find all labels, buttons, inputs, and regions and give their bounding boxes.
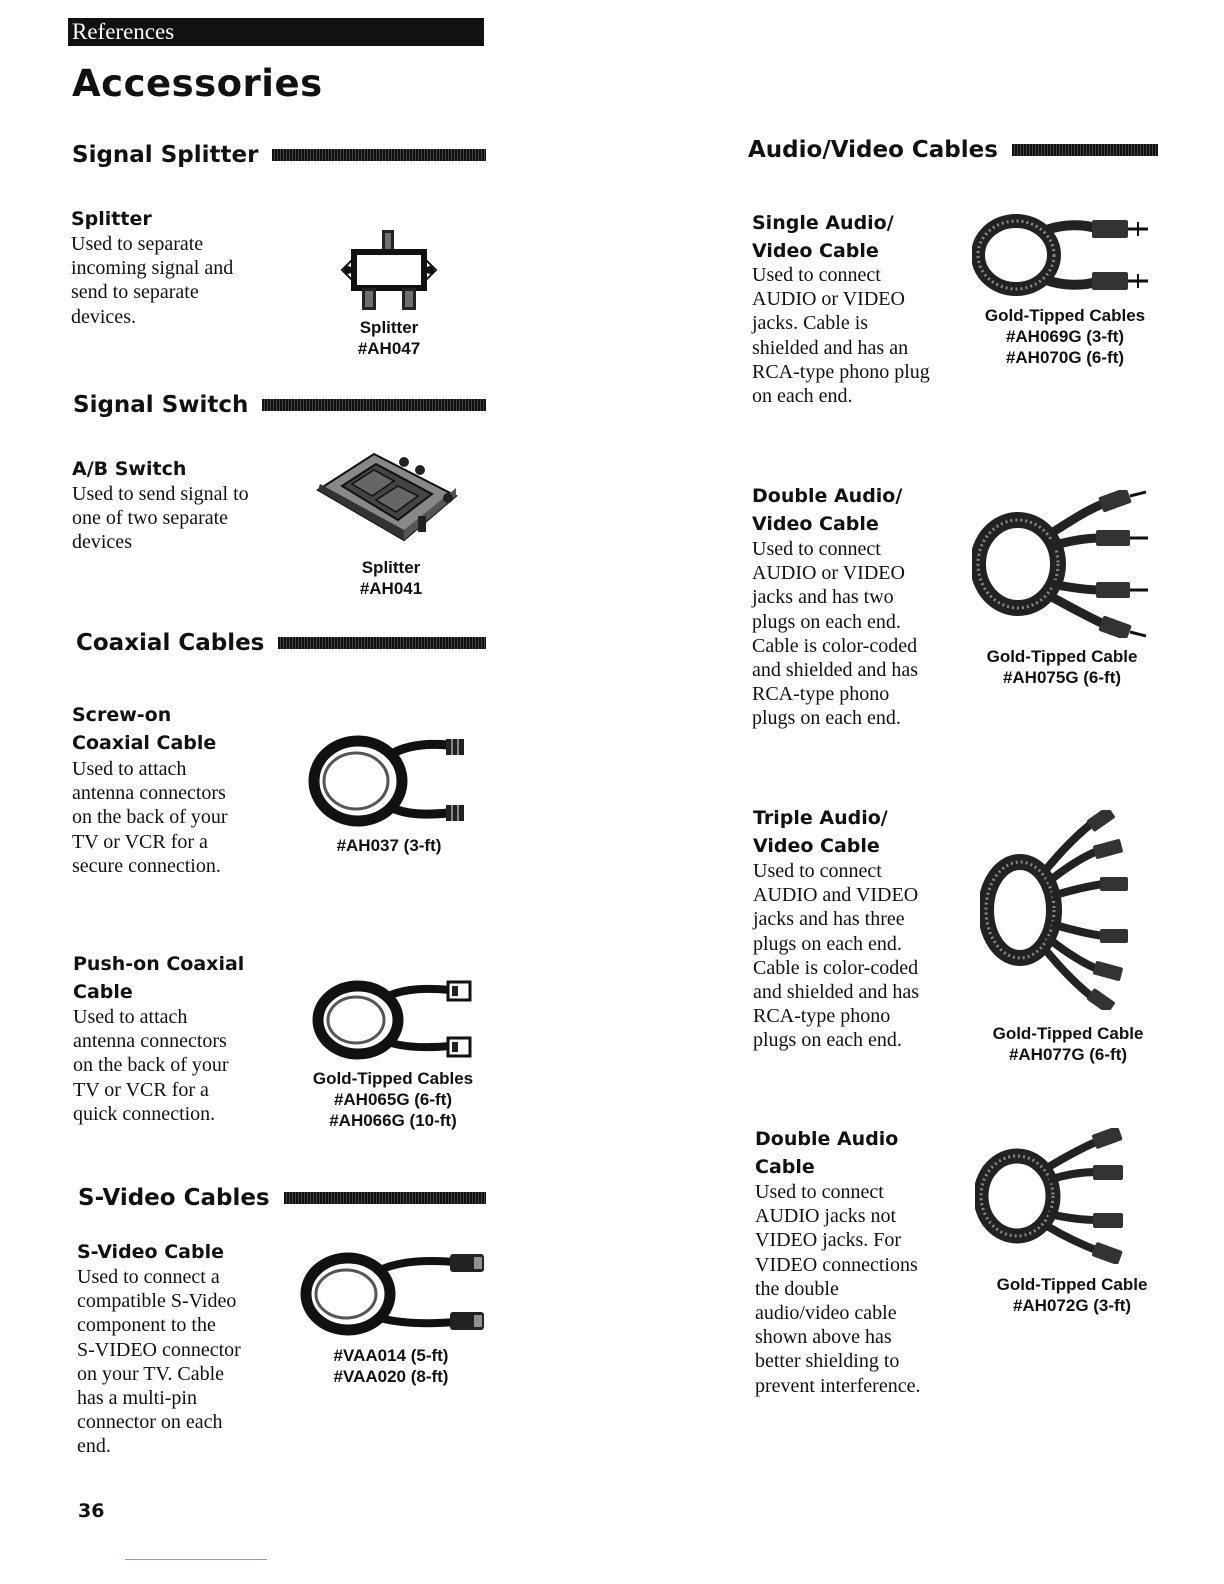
screw-on-cable-caption: #AH037 (3-ft) (336, 836, 442, 855)
triple-av-cable-caption: Gold-Tipped Cable #AH077G (6-ft) (992, 1024, 1144, 1064)
single-av-cable-description: Used to connect AUDIO or VIDEO jacks. Cable is shielded and has an RCA-type phono plug on each end. (752, 264, 930, 408)
triple-av-cable-icon (980, 810, 1140, 1010)
svideo-cables-heading-text: S-Video Cables (78, 1185, 270, 1211)
heading-rule (272, 149, 486, 161)
triple-av-cable-title: Triple Audio/ Video Cable (753, 807, 888, 857)
svideo-cable-caption: #VAA014 (5-ft) #VAA020 (8-ft) (333, 1346, 449, 1386)
screw-on-cable-description: Used to attach antenna connectors on the back of your TV or VCR for a secure connection. (72, 758, 228, 877)
heading-rule (262, 399, 486, 411)
double-av-cable-icon (972, 490, 1152, 638)
signal-splitter-heading-text: Signal Splitter (72, 142, 259, 168)
double-av-cable-description: Used to connect AUDIO or VIDEO jacks and has two plugs on each end. Cable is color-coded and shielded and has RCA-type phono plugs on each end. (752, 538, 919, 730)
push-on-cable-caption: Gold-Tipped Cables #AH065G (6-ft) #AH066G (10-ft) (312, 1069, 474, 1130)
svideo-cable-icon (300, 1250, 488, 1336)
coaxial-cable-icon (306, 733, 470, 829)
av-cables-heading (748, 137, 1158, 163)
push-on-cable-description: Used to attach antenna connectors on the back of your TV or VCR for a quick connection. (73, 1006, 229, 1125)
coaxial-cables-heading-text: Coaxial Cables (76, 630, 265, 656)
splitter-title: Splitter (71, 208, 152, 230)
splitter-caption: Splitter #AH047 (357, 318, 421, 358)
double-audio-cable-caption: Gold-Tipped Cable #AH072G (3-ft) (996, 1275, 1148, 1315)
screw-on-cable-title: Screw-on Coaxial Cable (72, 704, 217, 754)
footer-rule (125, 1559, 267, 1560)
signal-switch-heading (73, 392, 486, 418)
page-title: Accessories (72, 62, 323, 105)
signal-switch-heading-text: Signal Switch (73, 392, 249, 418)
svideo-cables-heading (78, 1185, 486, 1211)
push-on-cable-icon (310, 978, 474, 1060)
splitter-icon (340, 228, 438, 312)
ab-switch-description: Used to send signal to one of two separate devices (72, 483, 249, 554)
double-av-cable-title: Double Audio/ Video Cable (752, 485, 903, 535)
double-audio-cable-icon (975, 1128, 1145, 1264)
heading-rule (1012, 144, 1158, 156)
ab-switch-caption: Splitter #AH041 (359, 558, 423, 598)
heading-rule (278, 637, 486, 649)
single-av-cable-icon (972, 212, 1152, 298)
push-on-cable-title: Push-on Coaxial Cable (73, 953, 245, 1003)
coaxial-cables-heading (76, 630, 486, 656)
heading-rule (284, 1192, 486, 1204)
ab-switch-icon (314, 448, 460, 544)
section-tab: References (68, 18, 484, 46)
svideo-cable-title: S-Video Cable (77, 1241, 224, 1263)
single-av-cable-caption: Gold-Tipped Cables #AH069G (3-ft) #AH070G (6-ft) (984, 306, 1146, 367)
av-cables-heading-text: Audio/Video Cables (748, 137, 998, 163)
double-audio-cable-description: Used to connect AUDIO jacks not VIDEO jacks. For VIDEO connections the double audio/video cable shown above has better shielding to prevent interference. (755, 1181, 921, 1397)
signal-splitter-heading (72, 142, 486, 168)
triple-av-cable-description: Used to connect AUDIO and VIDEO jacks and has three plugs on each end. Cable is color-coded and shielded and has RCA-type phono plugs on each end. (753, 860, 920, 1052)
double-audio-cable-title: Double Audio Cable (755, 1128, 899, 1178)
single-av-cable-title: Single Audio/ Video Cable (752, 212, 894, 262)
splitter-description: Used to separate incoming signal and send to separate devices. (71, 233, 234, 328)
svideo-cable-description: Used to connect a compatible S-Video component to the S-VIDEO connector on your TV. Cable has a multi-pin connector on each end. (77, 1266, 241, 1458)
double-av-cable-caption: Gold-Tipped Cable #AH075G (6-ft) (986, 647, 1138, 687)
ab-switch-title: A/B Switch (72, 458, 187, 480)
page-number: 36 (78, 1500, 105, 1522)
